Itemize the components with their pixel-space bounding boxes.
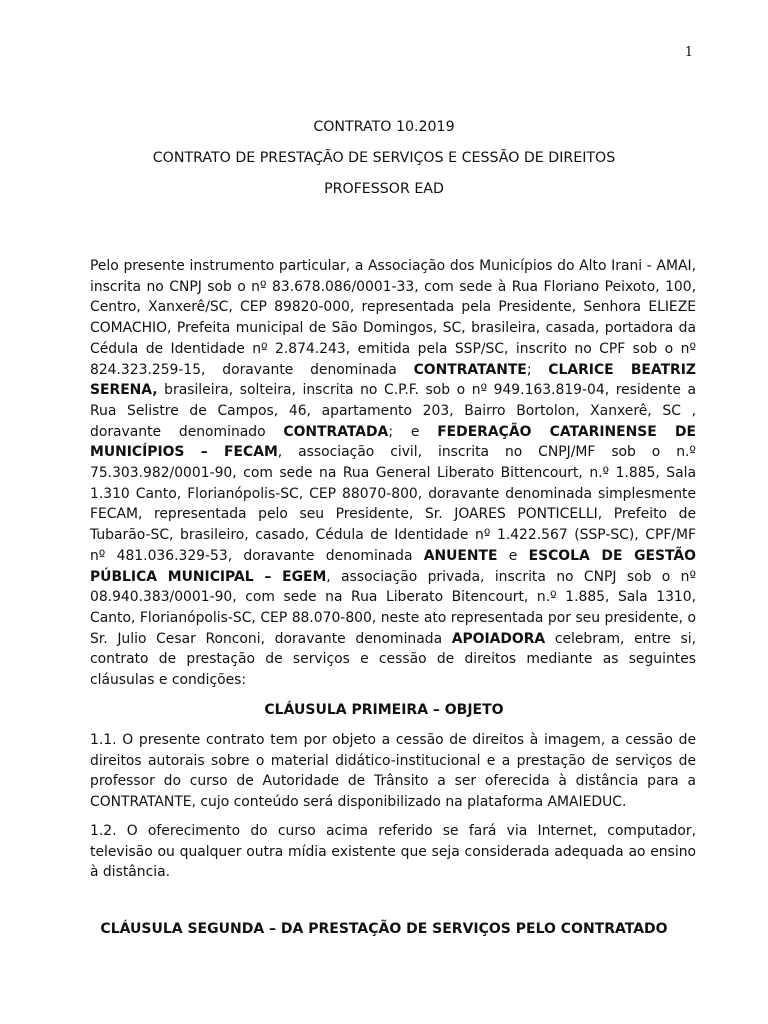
party-contratada: CONTRATADA bbox=[283, 423, 389, 440]
intro-text: Pelo presente instrumento particular, a Associação dos Municípios do Alto Irani - AMAI, inscrita no CNPJ sob o nº 83.678.086/0001-33, com sede à Rua Floriano Peixoto, 100, Centro, Xanxerê/SC, CEP 89820-000, representada pela Presidente, Senhora ELIEZE COMACHIO, Prefeita municipal de São Domingos, SC, brasileira, casada, portadora da Cédula de Identidade nº 2.874.243, emitida pela SSP/SC, inscrito no CPF sob o nº 824.323.259-15, doravante denominada bbox=[90, 258, 696, 378]
party-egem: ESCOLA DE GESTÃO PÚBLICA MUNICIPAL – EGEM bbox=[90, 547, 696, 585]
intro-text: celebram, entre si, contrato de prestação de serviços e cessão de direitos mediante as seguintes cláusulas e condições: bbox=[90, 630, 696, 689]
party-contratante: CONTRATANTE bbox=[413, 361, 527, 378]
clause-one-heading: CLÁUSULA PRIMEIRA – OBJETO bbox=[264, 702, 504, 718]
clause-one-item-1: 1.1. O presente contrato tem por objeto a cessão de direitos à imagem, a cessão de direitos autorais sobre o material didático-institucional e a prestação de serviços de professor do curso de Autoridade de Trânsito a ser oferecida à distância para a CONTRATANTE, cujo conteúdo será disponibilizado na plataforma AMAIEDUC. bbox=[90, 732, 696, 811]
contract-subtitle: PROFESSOR EAD bbox=[324, 181, 444, 197]
intro-text: ; bbox=[526, 361, 549, 378]
intro-text: , associação privada, inscrita no CNPJ sob o nº 08.940.383/0001-90, com sede na Rua Liberato Bitencourt, n.º 1.885, Sala 1310, Canto, Florianópolis-SC, CEP 88.070-800, neste ato representada por seu presidente, o Sr. Julio Cesar Ronconi, doravante denominada bbox=[90, 568, 696, 647]
party-apoiadora: APOIADORA bbox=[451, 630, 546, 647]
contract-number: CONTRATO 10.2019 bbox=[313, 119, 455, 135]
clause-two-heading: CLÁUSULA SEGUNDA – DA PRESTAÇÃO DE SERVIÇOS PELO CONTRATADO bbox=[100, 921, 668, 937]
intro-text: ; e bbox=[388, 423, 438, 440]
clause-one-item-2: 1.2. O oferecimento do curso acima referido se fará via Internet, computador, televisão ou qualquer outra mídia existente que seja considerada adequada ao ensino à distância. bbox=[90, 823, 696, 881]
party-anuente: ANUENTE bbox=[423, 547, 498, 564]
intro-text: brasileira, solteira, inscrita no C.P.F. sob o nº 949.163.819-04, residente a Rua Selistre de Campos, 46, apartamento 203, Bairro Bortolon, Xanxerê, SC , doravante denominado bbox=[90, 382, 696, 440]
page-number: 1 bbox=[684, 45, 693, 60]
party-contratada-name: CLARICE BEATRIZ SERENA, bbox=[90, 361, 696, 399]
contract-title: CONTRATO DE PRESTAÇÃO DE SERVIÇOS E CESSÃO DE DIREITOS bbox=[152, 150, 616, 166]
intro-text: e bbox=[497, 547, 529, 564]
intro-paragraph bbox=[90, 256, 696, 691]
intro-text: , associação civil, inscrita no CNPJ/MF sob o n.º 75.303.982/0001-90, com sede na Rua General Liberato Bittencourt, n.º 1.885, Sala 1.310 Canto, Florianópolis-SC, CEP 88070-800, doravante denominada simplesmente FECAM, representada pelo seu Presidente, Sr. JOARES PONTICELLI, Prefeito de Tubarão-SC, brasileiro, casado, Cédula de Identidade nº 1.422.567 (SSP-SC), CPF/MF nº 481.036.329-53, doravante denominada bbox=[90, 444, 696, 564]
party-fecam: FEDERAÇÃO CATARINENSE DE MUNICÍPIOS – FECAM bbox=[90, 423, 696, 461]
